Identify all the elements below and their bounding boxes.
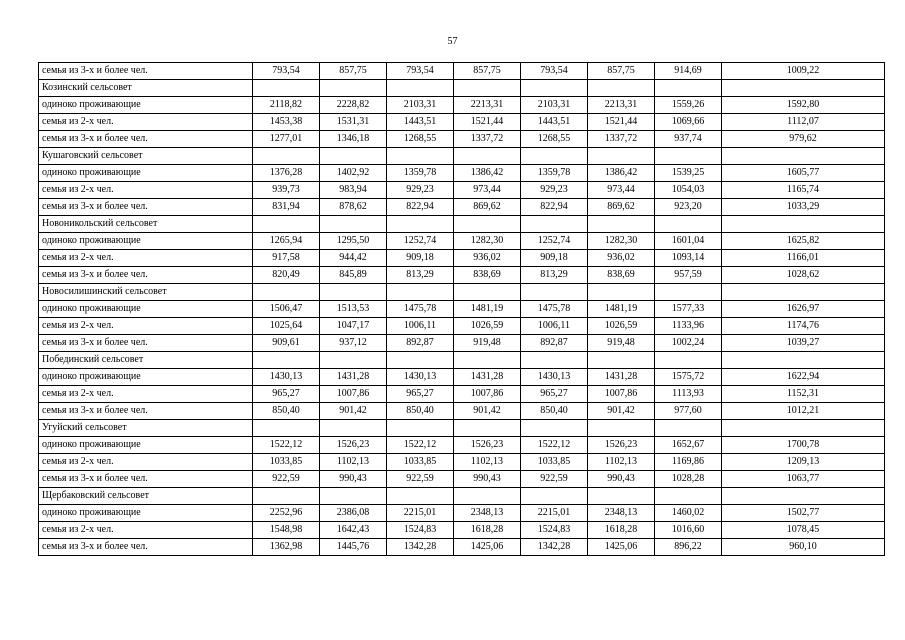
empty-cell xyxy=(253,216,320,233)
empty-cell xyxy=(655,488,722,505)
value-cell: 822,94 xyxy=(387,199,454,216)
empty-cell xyxy=(387,284,454,301)
value-cell: 990,43 xyxy=(320,471,387,488)
section-row xyxy=(39,488,885,505)
section-row xyxy=(39,216,885,233)
value-cell: 977,60 xyxy=(655,403,722,420)
empty-cell xyxy=(521,284,588,301)
empty-cell xyxy=(253,488,320,505)
value-cell: 2103,31 xyxy=(387,97,454,114)
value-cell: 1626,97 xyxy=(722,301,885,318)
value-cell: 914,69 xyxy=(655,63,722,80)
row-label: семья из 3-х и более чел. xyxy=(39,63,253,80)
table-row xyxy=(39,250,885,267)
value-cell: 1386,42 xyxy=(454,165,521,182)
empty-cell xyxy=(655,420,722,437)
table-row xyxy=(39,97,885,114)
empty-cell xyxy=(722,420,885,437)
value-cell: 1033,29 xyxy=(722,199,885,216)
value-cell: 1618,28 xyxy=(454,522,521,539)
value-cell: 857,75 xyxy=(320,63,387,80)
empty-cell xyxy=(521,216,588,233)
value-cell: 1093,14 xyxy=(655,250,722,267)
table-row xyxy=(39,199,885,216)
value-cell: 1033,85 xyxy=(387,454,454,471)
value-cell: 2215,01 xyxy=(521,505,588,522)
row-label: семья из 3-х и более чел. xyxy=(39,131,253,148)
empty-cell xyxy=(521,80,588,97)
value-cell: 1521,44 xyxy=(588,114,655,131)
table-row xyxy=(39,335,885,352)
empty-cell xyxy=(320,148,387,165)
value-cell: 1577,33 xyxy=(655,301,722,318)
value-cell: 2252,96 xyxy=(253,505,320,522)
value-cell: 1252,74 xyxy=(387,233,454,250)
value-cell: 1033,85 xyxy=(253,454,320,471)
value-cell: 1362,98 xyxy=(253,539,320,556)
value-cell: 929,23 xyxy=(387,182,454,199)
empty-cell xyxy=(588,488,655,505)
value-cell: 2215,01 xyxy=(387,505,454,522)
table-body xyxy=(39,63,885,556)
value-cell: 813,29 xyxy=(387,267,454,284)
value-cell: 1445,76 xyxy=(320,539,387,556)
value-cell: 901,42 xyxy=(320,403,387,420)
value-cell: 923,20 xyxy=(655,199,722,216)
value-cell: 983,94 xyxy=(320,182,387,199)
value-cell: 919,48 xyxy=(454,335,521,352)
table-row xyxy=(39,131,885,148)
empty-cell xyxy=(253,284,320,301)
empty-cell xyxy=(655,352,722,369)
row-label: семья из 3-х и более чел. xyxy=(39,471,253,488)
value-cell: 2118,82 xyxy=(253,97,320,114)
value-cell: 1152,31 xyxy=(722,386,885,403)
row-label: одиноко проживающие xyxy=(39,301,253,318)
empty-cell xyxy=(320,352,387,369)
empty-cell xyxy=(454,284,521,301)
row-label: семья из 3-х и более чел. xyxy=(39,335,253,352)
value-cell: 922,59 xyxy=(387,471,454,488)
value-cell: 1625,82 xyxy=(722,233,885,250)
row-label: семья из 3-х и более чел. xyxy=(39,199,253,216)
section-title: Новосилишинский сельсовет xyxy=(39,284,253,301)
empty-cell xyxy=(722,148,885,165)
empty-cell xyxy=(320,420,387,437)
value-cell: 1346,18 xyxy=(320,131,387,148)
value-cell: 960,10 xyxy=(722,539,885,556)
value-cell: 1268,55 xyxy=(521,131,588,148)
empty-cell xyxy=(253,352,320,369)
value-cell: 957,59 xyxy=(655,267,722,284)
page-number: 57 xyxy=(447,36,458,47)
value-cell: 1642,43 xyxy=(320,522,387,539)
value-cell: 1700,78 xyxy=(722,437,885,454)
value-cell: 1430,13 xyxy=(521,369,588,386)
value-cell: 1112,07 xyxy=(722,114,885,131)
value-cell: 1277,01 xyxy=(253,131,320,148)
value-cell: 901,42 xyxy=(454,403,521,420)
value-cell: 1460,02 xyxy=(655,505,722,522)
value-cell: 1028,62 xyxy=(722,267,885,284)
value-cell: 909,61 xyxy=(253,335,320,352)
empty-cell xyxy=(320,284,387,301)
value-cell: 845,89 xyxy=(320,267,387,284)
value-cell: 1539,25 xyxy=(655,165,722,182)
value-cell: 1006,11 xyxy=(521,318,588,335)
empty-cell xyxy=(655,80,722,97)
value-cell: 1592,80 xyxy=(722,97,885,114)
value-cell: 1007,86 xyxy=(588,386,655,403)
empty-cell xyxy=(454,352,521,369)
table-row xyxy=(39,267,885,284)
value-cell: 1475,78 xyxy=(521,301,588,318)
empty-cell xyxy=(454,420,521,437)
value-cell: 793,54 xyxy=(253,63,320,80)
value-cell: 1376,28 xyxy=(253,165,320,182)
value-cell: 990,43 xyxy=(588,471,655,488)
empty-cell xyxy=(521,148,588,165)
empty-cell xyxy=(454,488,521,505)
value-cell: 1575,72 xyxy=(655,369,722,386)
empty-cell xyxy=(387,216,454,233)
value-cell: 822,94 xyxy=(521,199,588,216)
section-title: Щербаковский сельсовет xyxy=(39,488,253,505)
empty-cell xyxy=(722,352,885,369)
table-row xyxy=(39,369,885,386)
value-cell: 1481,19 xyxy=(454,301,521,318)
value-cell: 1526,23 xyxy=(320,437,387,454)
section-title: Козинский сельсовет xyxy=(39,80,253,97)
value-cell: 869,62 xyxy=(454,199,521,216)
value-cell: 1526,23 xyxy=(588,437,655,454)
empty-cell xyxy=(588,216,655,233)
value-cell: 1209,13 xyxy=(722,454,885,471)
section-title: Кушаговский сельсовет xyxy=(39,148,253,165)
value-cell: 2228,82 xyxy=(320,97,387,114)
value-cell: 1443,51 xyxy=(521,114,588,131)
empty-cell xyxy=(722,216,885,233)
section-title: Новоникольский сельсовет xyxy=(39,216,253,233)
value-cell: 1386,42 xyxy=(588,165,655,182)
value-cell: 1342,28 xyxy=(521,539,588,556)
section-row xyxy=(39,420,885,437)
value-cell: 2213,31 xyxy=(454,97,521,114)
value-cell: 1102,13 xyxy=(320,454,387,471)
value-cell: 1359,78 xyxy=(521,165,588,182)
empty-cell xyxy=(387,80,454,97)
value-cell: 1174,76 xyxy=(722,318,885,335)
value-cell: 1026,59 xyxy=(454,318,521,335)
value-cell: 1522,12 xyxy=(253,437,320,454)
empty-cell xyxy=(722,284,885,301)
table-row xyxy=(39,182,885,199)
value-cell: 1652,67 xyxy=(655,437,722,454)
row-label: одиноко проживающие xyxy=(39,233,253,250)
empty-cell xyxy=(454,80,521,97)
section-title: Побединский сельсовет xyxy=(39,352,253,369)
value-cell: 1007,86 xyxy=(320,386,387,403)
value-cell: 936,02 xyxy=(588,250,655,267)
empty-cell xyxy=(320,80,387,97)
tariff-table xyxy=(38,62,885,556)
value-cell: 1431,28 xyxy=(454,369,521,386)
value-cell: 2348,13 xyxy=(588,505,655,522)
value-cell: 1012,21 xyxy=(722,403,885,420)
value-cell: 1166,01 xyxy=(722,250,885,267)
empty-cell xyxy=(454,148,521,165)
value-cell: 937,74 xyxy=(655,131,722,148)
row-label: семья из 3-х и более чел. xyxy=(39,539,253,556)
value-cell: 1425,06 xyxy=(454,539,521,556)
value-cell: 1443,51 xyxy=(387,114,454,131)
value-cell: 1431,28 xyxy=(320,369,387,386)
value-cell: 850,40 xyxy=(253,403,320,420)
value-cell: 909,18 xyxy=(521,250,588,267)
value-cell: 793,54 xyxy=(521,63,588,80)
value-cell: 1025,64 xyxy=(253,318,320,335)
value-cell: 1430,13 xyxy=(387,369,454,386)
empty-cell xyxy=(387,488,454,505)
value-cell: 1063,77 xyxy=(722,471,885,488)
row-label: семья из 2-х чел. xyxy=(39,386,253,403)
value-cell: 973,44 xyxy=(454,182,521,199)
value-cell: 973,44 xyxy=(588,182,655,199)
value-cell: 878,62 xyxy=(320,199,387,216)
value-cell: 1559,26 xyxy=(655,97,722,114)
table-row xyxy=(39,522,885,539)
empty-cell xyxy=(320,488,387,505)
value-cell: 793,54 xyxy=(387,63,454,80)
value-cell: 1337,72 xyxy=(454,131,521,148)
value-cell: 1526,23 xyxy=(454,437,521,454)
value-cell: 944,42 xyxy=(320,250,387,267)
value-cell: 850,40 xyxy=(521,403,588,420)
value-cell: 820,49 xyxy=(253,267,320,284)
value-cell: 1502,77 xyxy=(722,505,885,522)
value-cell: 2103,31 xyxy=(521,97,588,114)
value-cell: 919,48 xyxy=(588,335,655,352)
row-label: семья из 3-х и более чел. xyxy=(39,403,253,420)
empty-cell xyxy=(722,80,885,97)
value-cell: 1102,13 xyxy=(454,454,521,471)
value-cell: 1009,22 xyxy=(722,63,885,80)
row-label: семья из 2-х чел. xyxy=(39,182,253,199)
value-cell: 857,75 xyxy=(454,63,521,80)
empty-cell xyxy=(387,148,454,165)
row-label: одиноко проживающие xyxy=(39,165,253,182)
row-label: одиноко проживающие xyxy=(39,97,253,114)
value-cell: 1002,24 xyxy=(655,335,722,352)
empty-cell xyxy=(588,80,655,97)
empty-cell xyxy=(655,216,722,233)
row-label: семья из 2-х чел. xyxy=(39,250,253,267)
value-cell: 1028,28 xyxy=(655,471,722,488)
value-cell: 1078,45 xyxy=(722,522,885,539)
empty-cell xyxy=(722,488,885,505)
table-row xyxy=(39,437,885,454)
value-cell: 939,73 xyxy=(253,182,320,199)
section-row xyxy=(39,80,885,97)
value-cell: 1359,78 xyxy=(387,165,454,182)
empty-cell xyxy=(253,420,320,437)
value-cell: 1522,12 xyxy=(387,437,454,454)
row-label: семья из 3-х и более чел. xyxy=(39,267,253,284)
value-cell: 1605,77 xyxy=(722,165,885,182)
value-cell: 1007,86 xyxy=(454,386,521,403)
table-row xyxy=(39,63,885,80)
value-cell: 1039,27 xyxy=(722,335,885,352)
value-cell: 937,12 xyxy=(320,335,387,352)
value-cell: 1453,38 xyxy=(253,114,320,131)
value-cell: 965,27 xyxy=(521,386,588,403)
empty-cell xyxy=(655,284,722,301)
empty-cell xyxy=(387,352,454,369)
empty-cell xyxy=(588,420,655,437)
value-cell: 1425,06 xyxy=(588,539,655,556)
value-cell: 965,27 xyxy=(387,386,454,403)
row-label: одиноко проживающие xyxy=(39,369,253,386)
value-cell: 1524,83 xyxy=(521,522,588,539)
value-cell: 1513,53 xyxy=(320,301,387,318)
empty-cell xyxy=(521,488,588,505)
table-row xyxy=(39,471,885,488)
value-cell: 838,69 xyxy=(588,267,655,284)
value-cell: 1006,11 xyxy=(387,318,454,335)
value-cell: 1522,12 xyxy=(521,437,588,454)
value-cell: 901,42 xyxy=(588,403,655,420)
value-cell: 1268,55 xyxy=(387,131,454,148)
value-cell: 1481,19 xyxy=(588,301,655,318)
value-cell: 1169,86 xyxy=(655,454,722,471)
value-cell: 1033,85 xyxy=(521,454,588,471)
value-cell: 1252,74 xyxy=(521,233,588,250)
section-row xyxy=(39,284,885,301)
value-cell: 1069,66 xyxy=(655,114,722,131)
empty-cell xyxy=(655,148,722,165)
value-cell: 1026,59 xyxy=(588,318,655,335)
value-cell: 896,22 xyxy=(655,539,722,556)
value-cell: 1165,74 xyxy=(722,182,885,199)
row-label: семья из 2-х чел. xyxy=(39,454,253,471)
value-cell: 1431,28 xyxy=(588,369,655,386)
value-cell: 831,94 xyxy=(253,199,320,216)
empty-cell xyxy=(454,216,521,233)
empty-cell xyxy=(521,352,588,369)
empty-cell xyxy=(588,284,655,301)
value-cell: 936,02 xyxy=(454,250,521,267)
value-cell: 979,62 xyxy=(722,131,885,148)
value-cell: 1475,78 xyxy=(387,301,454,318)
row-label: семья из 2-х чел. xyxy=(39,114,253,131)
value-cell: 1282,30 xyxy=(588,233,655,250)
table-row xyxy=(39,454,885,471)
value-cell: 1342,28 xyxy=(387,539,454,556)
value-cell: 1622,94 xyxy=(722,369,885,386)
empty-cell xyxy=(320,216,387,233)
table-row xyxy=(39,318,885,335)
value-cell: 1402,92 xyxy=(320,165,387,182)
value-cell: 813,29 xyxy=(521,267,588,284)
table-row xyxy=(39,165,885,182)
table-row xyxy=(39,114,885,131)
value-cell: 838,69 xyxy=(454,267,521,284)
table-row xyxy=(39,301,885,318)
table-row xyxy=(39,505,885,522)
value-cell: 1521,44 xyxy=(454,114,521,131)
table-row xyxy=(39,403,885,420)
value-cell: 1618,28 xyxy=(588,522,655,539)
table-row xyxy=(39,386,885,403)
value-cell: 892,87 xyxy=(387,335,454,352)
value-cell: 929,23 xyxy=(521,182,588,199)
value-cell: 1430,13 xyxy=(253,369,320,386)
value-cell: 2213,31 xyxy=(588,97,655,114)
row-label: семья из 2-х чел. xyxy=(39,318,253,335)
value-cell: 909,18 xyxy=(387,250,454,267)
value-cell: 869,62 xyxy=(588,199,655,216)
value-cell: 2386,08 xyxy=(320,505,387,522)
value-cell: 850,40 xyxy=(387,403,454,420)
value-cell: 1133,96 xyxy=(655,318,722,335)
value-cell: 1102,13 xyxy=(588,454,655,471)
value-cell: 1337,72 xyxy=(588,131,655,148)
value-cell: 922,59 xyxy=(521,471,588,488)
row-label: семья из 2-х чел. xyxy=(39,522,253,539)
value-cell: 1054,03 xyxy=(655,182,722,199)
value-cell: 1601,04 xyxy=(655,233,722,250)
value-cell: 2348,13 xyxy=(454,505,521,522)
row-label: одиноко проживающие xyxy=(39,505,253,522)
value-cell: 857,75 xyxy=(588,63,655,80)
value-cell: 1524,83 xyxy=(387,522,454,539)
table-row xyxy=(39,233,885,250)
value-cell: 990,43 xyxy=(454,471,521,488)
value-cell: 1265,94 xyxy=(253,233,320,250)
section-title: Угуйский сельсовет xyxy=(39,420,253,437)
value-cell: 1295,50 xyxy=(320,233,387,250)
value-cell: 1047,17 xyxy=(320,318,387,335)
value-cell: 1016,60 xyxy=(655,522,722,539)
value-cell: 1531,31 xyxy=(320,114,387,131)
empty-cell xyxy=(521,420,588,437)
value-cell: 1548,98 xyxy=(253,522,320,539)
section-row xyxy=(39,148,885,165)
row-label: одиноко проживающие xyxy=(39,437,253,454)
value-cell: 892,87 xyxy=(521,335,588,352)
value-cell: 1506,47 xyxy=(253,301,320,318)
value-cell: 1282,30 xyxy=(454,233,521,250)
empty-cell xyxy=(253,80,320,97)
value-cell: 922,59 xyxy=(253,471,320,488)
empty-cell xyxy=(588,352,655,369)
empty-cell xyxy=(588,148,655,165)
table-row xyxy=(39,539,885,556)
section-row xyxy=(39,352,885,369)
value-cell: 917,58 xyxy=(253,250,320,267)
value-cell: 965,27 xyxy=(253,386,320,403)
empty-cell xyxy=(387,420,454,437)
empty-cell xyxy=(253,148,320,165)
value-cell: 1113,93 xyxy=(655,386,722,403)
